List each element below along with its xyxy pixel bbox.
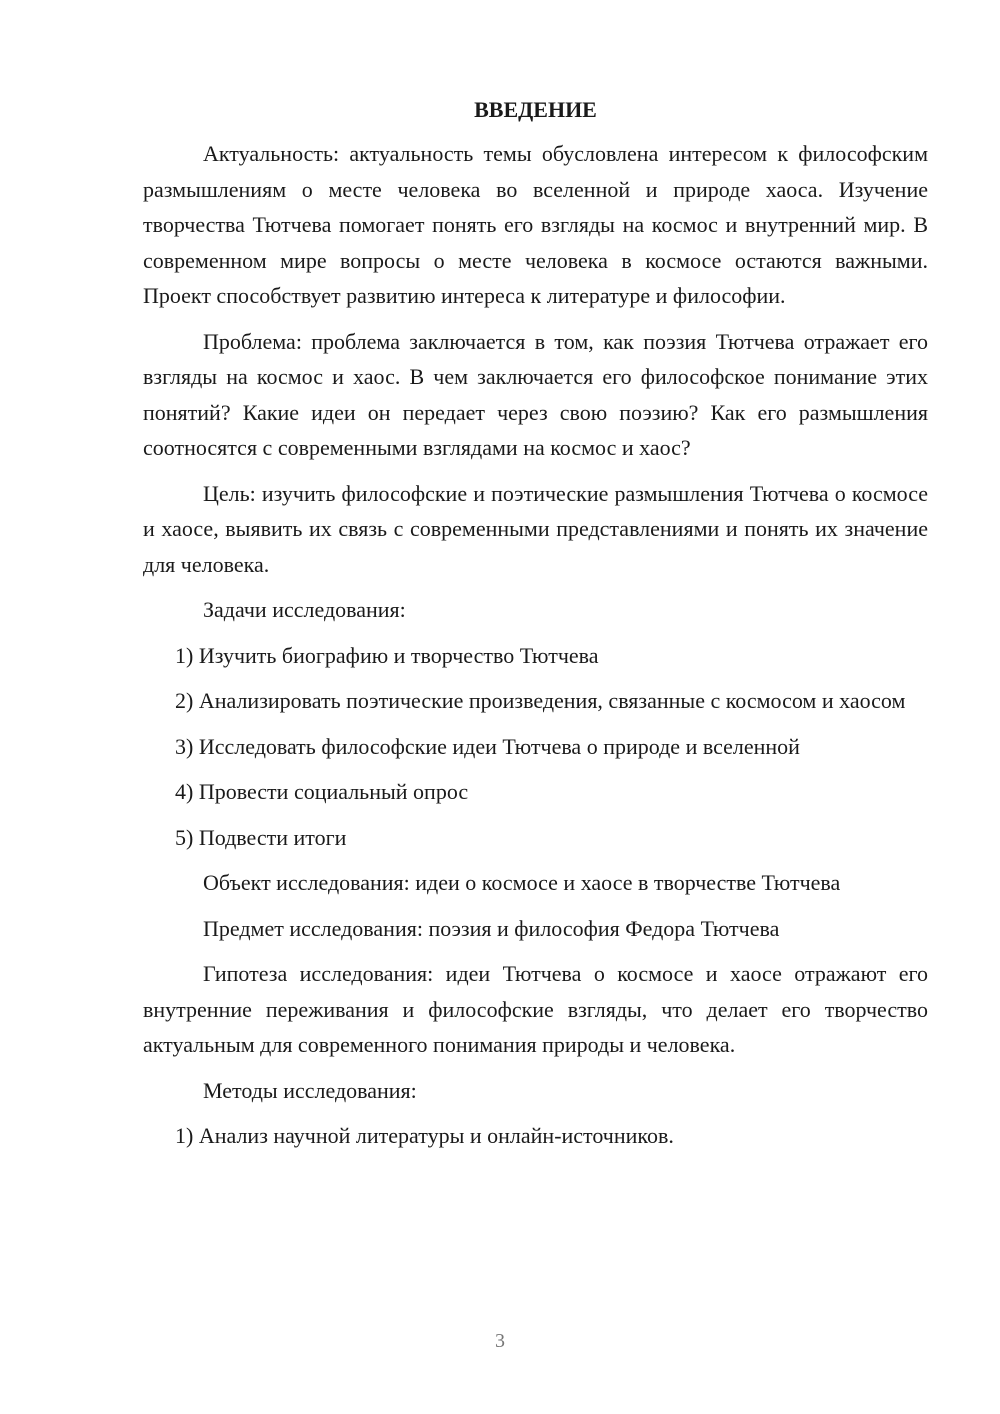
tasks-heading: Задачи исследования: <box>203 597 406 622</box>
task-item-5: 5) Подвести итоги <box>175 824 347 850</box>
task-item-3: 3) Исследовать философские идеи Тютчева о природе и вселенной <box>175 733 800 759</box>
paragraph-relevance: Актуальность: актуальность темы обусловлена интересом к философским размышлениям о месте человека во вселенной и природе хаоса. Изучение творчества Тютчева помогает понять его взгляды на космос и внутренний мир. В современном мире вопросы о месте человека в космосе остаются важными. Проект способствует развитию интереса к литературе и философии. <box>143 141 928 308</box>
task-item-1: 1) Изучить биографию и творчество Тютчева <box>175 642 599 668</box>
paragraph-object: Объект исследования: идеи о космосе и хаосе в творчестве Тютчева <box>203 870 841 895</box>
task-item-4: 4) Провести социальный опрос <box>175 779 469 804</box>
method-item-1: 1) Анализ научной литературы и онлайн-источников. <box>175 1123 674 1148</box>
task-item-2: 2) Анализировать поэтические произведения, связанные с космосом и хаосом <box>175 688 906 713</box>
paragraph-goal: Цель: изучить философские и поэтические размышления Тютчева о космосе и хаосе, выявить их связь с современными представлениями и понять их значение для человека. <box>143 480 928 577</box>
document-page <box>143 92 928 1164</box>
methods-heading: Методы исследования: <box>203 1077 417 1103</box>
page-number: 3 <box>495 1330 505 1352</box>
paragraph-hypothesis: Гипотеза исследования: идеи Тютчева о космосе и хаосе отражают его внутренние переживания и философские взгляды, что делает его творчество актуальным для современного понимания природы и человека. <box>143 961 928 1057</box>
paragraph-problem: Проблема: проблема заключается в том, как поэзия Тютчева отражает его взгляды на космос и хаос. В чем заключается его философское понимание этих понятий? Какие идеи он передает через свою поэзию? Как его размышления соотносятся с современными взглядами на космос и хаос? <box>143 328 928 460</box>
page-title: ВВЕДЕНИЕ <box>474 97 597 122</box>
paragraph-subject: Предмет исследования: поэзия и философия Федора Тютчева <box>203 915 780 941</box>
